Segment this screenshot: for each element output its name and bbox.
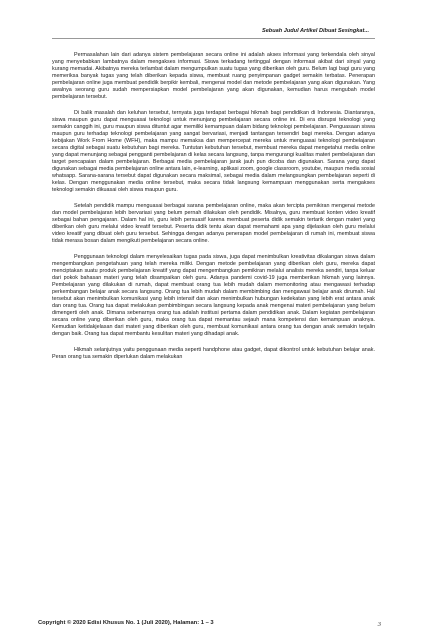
paragraph: Permasalahan lain dari adanya sistem pembelajaran secara online ini adalah akses informasi yang terkendala oleh sinyal yang menyebabkan lambatnya dalam mengakses informasi. Siswa terkadang tertinggal dengan informasi akibat dari sinyal yang kurang memadai. Akibatnya mereka terlambat dalam mengumpulkan suatu tugas yang diberikan oleh guru. Belum lagi bagi guru yang memeriksa banyak tugas yang telah diberikan kepada siswa, membuat ruang penyimpanan gadget semakin terbatas. Penerapan pembelajaran online juga membuat pendidik berpikir kembali, mengenai model dan metode pembelajaran yang akan digunakan. Yang awalnya seorang guru sudah mempersiapkan model pembelajaran yang akan digunakan, kemudian harus mengubah model pembelajaran tersebut. <box>52 52 375 101</box>
running-title: Sebuah Judul Artikel Dibuat Sesingkat... <box>261 28 369 34</box>
paragraph: Di balik masalah dan keluhan tersebut, ternyata juga terdapat berbagai hikmah bagi pendidikan di Indonesia. Diantaranya, siswa maupun guru dapat menguasai teknologi untuk menunjang pembelajaran secara online ini. Di era disrupsi teknologi yang semakin canggih ini, guru maupun siswa dituntut agar memiliki kemampuan dalam bidang teknologi pembelajaran. Penguasaan siswa maupun guru terhadap teknologi pembelajaran yang sangat bervariasi, menjadi tantangan tersendiri bagi mereka. Dengan adanya kebijakan Work From Home (WFH), maka mampu memaksa dan mempercepat mereka untuk menguasai teknologi pembelajaran secara digital sebagai suatu kebutuhan bagi mereka. Tuntutan kebutuhan tersebut, membuat mereka dapat mengetahui media online yang dapat menunjang sebagai pengganti pembelajaran di kelas secara langsung, tanpa mengurangi kualitas materi pembelajaran dan target pencapaian dalam pembelajaran. Berbagai media pembelajaran jarak jauh pun dicoba dan digunakan. Sarana yang dapat digunakan sebagai media pembelajaran online antara lain, e-learning, aplikasi zoom, google classroom, youtube, maupun media sosial whatsapp. Sarana-sarana tersebut dapat digunakan secara maksimal, sebagai media dalam melangsungkan pembelajaran seperti di kelas. Dengan menggunakan media online tersebut, maka secara tidak langsung kemampuan menggunakan serta mengakses teknologi semakin dikuasai oleh siswa maupun guru. <box>52 109 375 194</box>
article-body <box>52 52 375 370</box>
copyright-footer: Copyright © 2020 Edisi Khusus No. 1 (Juli 2020), Halaman: 1 – 3 <box>38 620 214 626</box>
paragraph: Setelah pendidik mampu menguasai berbagai sarana pembelajaran online, maka akan tercipta pemikiran mengenai metode dan model pembelajaran lebih bervariasi yang belum pernah dilakukan oleh pendidik. Misalnya, guru membuat konten video kreatif sebagai bahan pengajaran. Dalam hal ini, guru lebih persuasif karena membuat peserta didik semakin tertarik dengan materi yang diberikan oleh guru melalui video kreatif tersebut. Peserta didik tentu akan dapat memahami apa yang dijelaskan oleh guru melalui video kreatif yang dibuat oleh guru tersebut. Sehingga dengan adanya penerapan model pembelajaran di rumah ini, membuat siswa tidak merasa bosan dalam mengikuti pembelajaran secara online. <box>52 203 375 245</box>
paragraph: Hikmah selanjutnya yaitu penggunaan media seperti handphone atau gadget, dapat dikontrol untuk kebutuhan belajar anak. Peran orang tua semakin diperlukan dalam melakukan <box>52 347 375 361</box>
page-number: 3 <box>377 621 381 628</box>
paragraph: Penggunaan teknologi dalam menyelesaikan tugas pada siswa, juga dapat menimbulkan kreativitas dikalangan siswa dalam mengembangkan pengetahuan yang telah mereka miliki. Dengan metode pembelajaran yang diberikan oleh guru, mereka dapat menciptakan suatu produk pembelajaran kreatif yang dapat mengembangkan pemikiran melalui analisis mereka sendiri, tanpa keluar dari pokok bahasan materi yang telah disampaikan oleh guru. Adanya pandemi covid-19 juga memberikan hikmah yang lainnya. Pembelajaran yang dilakukan di rumah, dapat membuat orang tua lebih mudah dalam memonitoring atau mengawasi terhadap perkembangan belajar anak secara langsung. Orang tua lebih mudah dalam membimbing dan mengawasi belajar anak dirumah. Hal tersebut akan menimbulkan komunikasi yang lebih intensif dan akan menimbulkan hubungan kedekatan yang lebih erat antara anak dan orang tua. Orang tua dapat melakukan pembimbingan secara langsung kepada anak mengenai materi pembelajaran yang belum dimengerti oleh anak. Dimana sebenarnya orang tua adalah institusi pertama dalam pendidikan anak. Dalam kegiatan pembelajaran secara online yang diberikan oleh guru, maka orang tua dapat memantau sejauh mana kompetensi dan kemampuan anaknya. Kemudian ketidakjelasan dari materi yang diberikan oleh guru, membuat komunikasi antara orang tua dengan anak semakin terjalin dengan baik. Orang tua dapat membantu kesulitan materi yang dihadapi anak. <box>52 253 375 338</box>
header-rule <box>52 38 375 39</box>
